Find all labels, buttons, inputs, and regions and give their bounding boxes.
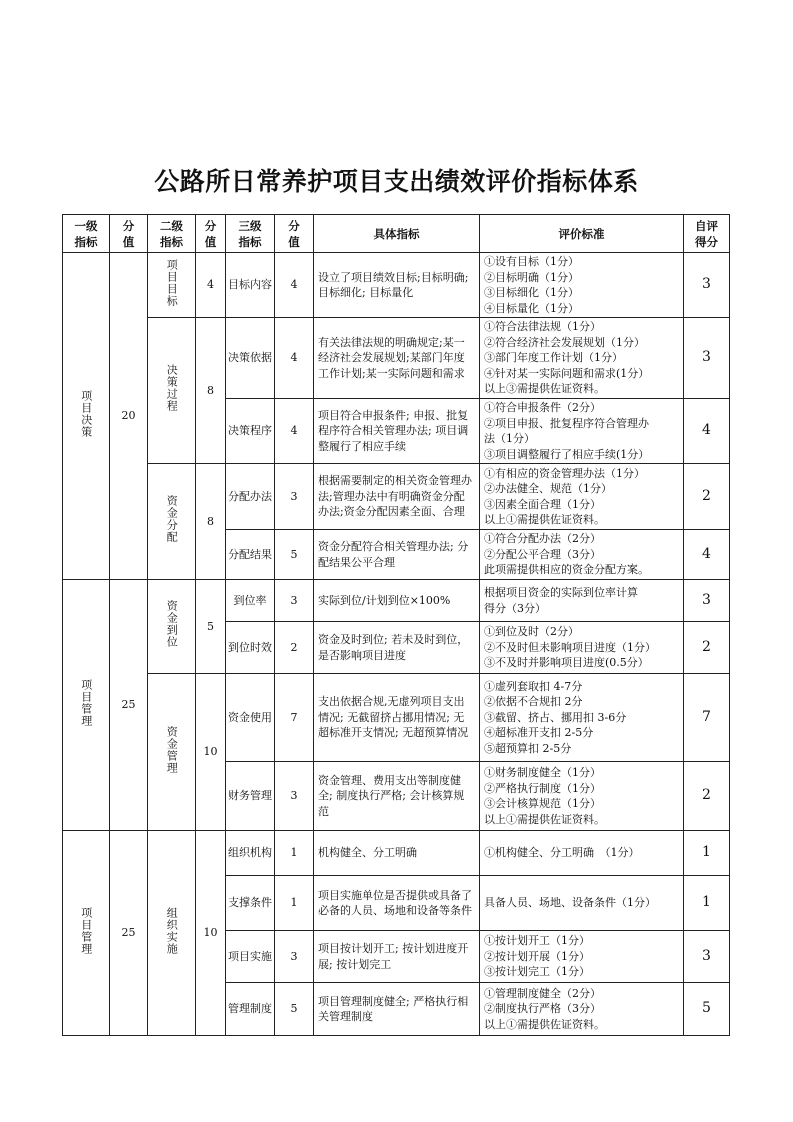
criteria-line: ①符合申报条件（2分）	[484, 401, 601, 414]
spec-cell: 设立了项目绩效目标;目标明确; 目标细化; 目标量化	[314, 253, 480, 318]
table-row	[63, 318, 730, 399]
header-row	[63, 215, 730, 253]
spec-cell: 项目符合申报条件; 申报、批复程序符合相关管理办法; 项目调整履行了相应手续	[314, 399, 480, 464]
table-row	[63, 831, 730, 876]
crit-cell	[480, 622, 684, 674]
crit-cell	[480, 580, 684, 622]
criteria-line: 此项需提供相应的资金分配方案。	[484, 563, 649, 577]
criteria-line: ③部门年度工作计划（1分）	[484, 351, 623, 365]
s2-cell: 5	[196, 580, 226, 674]
criteria-line: 以上③需提供佐证资料。	[484, 382, 605, 396]
crit-cell	[480, 318, 684, 399]
crit-cell	[480, 253, 684, 318]
criteria-line: 根据项目资金的实际到位率计算	[484, 586, 638, 599]
crit-cell	[480, 831, 684, 876]
header-crit: 评价标准	[480, 215, 684, 253]
l2-cell: 资金分配	[148, 464, 196, 580]
criteria-line: 以上①需提供佐证资料。	[484, 812, 605, 826]
criteria-line: ②分配公平合理（3分）	[484, 547, 601, 561]
spec-cell: 资金及时到位; 若未及时到位，是否影响项目进度	[314, 622, 480, 674]
criteria-line: ③因素全面合理（1分）	[484, 497, 601, 511]
table-row	[63, 253, 730, 318]
s3-cell: 7	[275, 674, 314, 762]
crit-cell	[480, 876, 684, 931]
s3-cell: 5	[275, 983, 314, 1036]
s2-cell: 10	[196, 674, 226, 831]
s3-cell: 1	[275, 876, 314, 931]
s3-cell: 5	[275, 530, 314, 580]
s1-cell: 25	[110, 831, 148, 1036]
criteria-line: ①符合法律法规（1分）	[484, 320, 601, 334]
l2-cell: 组织实施	[148, 831, 196, 1036]
crit-cell	[480, 464, 684, 530]
l3-cell: 分配办法	[226, 464, 275, 530]
s3-cell: 3	[275, 464, 314, 530]
criteria-line: 得分（3分）	[484, 601, 546, 615]
s2-cell: 8	[196, 318, 226, 464]
s3-cell: 1	[275, 831, 314, 876]
criteria-line: ①符合分配办法（2分）	[484, 532, 601, 546]
header-l1: 一级 指标	[63, 215, 110, 253]
criteria-line: ②办法健全、规范（1分）	[484, 482, 612, 495]
table-row	[63, 580, 730, 622]
spec-cell: 根据需要制定的相关资金管理办法;管理办法中有明确资金分配办法;资金分配因素全面、合理	[314, 464, 480, 530]
header-s2: 分 值	[196, 215, 226, 253]
crit-cell	[480, 931, 684, 983]
criteria-line: ③目标细化（1分）	[484, 286, 579, 299]
criteria-line: ③不及时并影响项目进度(0.5分）	[484, 656, 649, 670]
spec-cell: 资金分配符合相关管理办法; 分配结果公平合理	[314, 530, 480, 580]
l2-cell: 资金到位	[148, 580, 196, 674]
criteria-line: ①到位及时（2分）	[484, 625, 579, 639]
criteria-line: ②依据不合规扣 2分	[484, 695, 583, 709]
l1-cell: 项目管理	[63, 580, 110, 831]
page-title: 公路所日常养护项目支出绩效评价指标体系	[154, 167, 639, 196]
criteria-line: ④超标准开支扣 2-5分	[484, 726, 594, 740]
s3-cell: 3	[275, 762, 314, 831]
criteria-line: ④目标量化（1分）	[484, 301, 579, 315]
criteria-line: ③按计划完工（1分）	[484, 965, 590, 979]
self-score-cell: 2	[684, 622, 730, 674]
l2-cell: 项目目标	[148, 253, 196, 318]
l3-cell: 支撑条件	[226, 876, 275, 931]
criteria-line: ④针对某一实际问题和需求(1分）	[484, 366, 650, 380]
spec-cell: 实际到位/计划到位×100%	[314, 580, 480, 622]
table-row	[63, 674, 730, 762]
spec-cell: 机构健全、分工明确	[314, 831, 480, 876]
l3-cell: 决策依据	[226, 318, 275, 399]
self-score-cell: 4	[684, 399, 730, 464]
criteria-line: ②严格执行制度（1分）	[484, 781, 601, 795]
s2-cell: 8	[196, 464, 226, 580]
criteria-line: ②制度执行严格（3分）	[484, 1002, 601, 1016]
l2-cell: 资金管理	[148, 674, 196, 831]
spec-cell: 资金管理、费用支出等制度健全; 制度执行严格; 会计核算规范	[314, 762, 480, 831]
criteria-line: ①管理制度健全（2分）	[484, 986, 601, 1000]
spec-cell: 项目按计划开工; 按计划进度开展; 按计划完工	[314, 931, 480, 983]
criteria-line: ①有相应的资金管理办法（1分）	[484, 466, 645, 480]
l2-cell: 决策过程	[148, 318, 196, 464]
s2-cell: 4	[196, 253, 226, 318]
criteria-line: ③会计核算规范（1分）	[484, 797, 601, 810]
header-l3: 三级 指标	[226, 215, 275, 253]
criteria-line: 具备人员、场地、设备条件（1分）	[484, 896, 656, 910]
s3-cell: 4	[275, 399, 314, 464]
l3-cell: 组织机构	[226, 831, 275, 876]
criteria-line: ①财务制度健全（1分）	[484, 766, 601, 779]
header-self: 自评 得分	[684, 215, 730, 253]
self-score-cell: 3	[684, 318, 730, 399]
self-score-cell: 1	[684, 876, 730, 931]
self-score-cell: 2	[684, 762, 730, 831]
criteria-line: ③截留、挤占、挪用扣 3-6分	[484, 710, 627, 724]
l1-cell: 项目管理	[63, 831, 110, 1036]
crit-cell	[480, 674, 684, 762]
l1-cell: 项目决策	[63, 253, 110, 580]
spec-cell: 支出依据合规,无虚列项目支出情况; 无截留挤占挪用情况; 无超标准开支情况; 无超预算情况	[314, 674, 480, 762]
self-score-cell: 1	[684, 831, 730, 876]
l3-cell: 分配结果	[226, 530, 275, 580]
criteria-line: ②项目申报、批复程序符合管理办	[484, 416, 649, 430]
criteria-line: ②按计划开展（1分）	[484, 949, 590, 963]
l3-cell: 决策程序	[226, 399, 275, 464]
spec-cell: 项目管理制度健全; 严格执行相关管理制度	[314, 983, 480, 1036]
criteria-line: ①虚列套取扣 4-7分	[484, 679, 583, 693]
crit-cell	[480, 762, 684, 831]
crit-cell	[480, 399, 684, 464]
self-score-cell: 4	[684, 530, 730, 580]
l3-cell: 到位时效	[226, 622, 275, 674]
self-score-cell: 3	[684, 253, 730, 318]
header-spec: 具体指标	[314, 215, 480, 253]
criteria-line: ①机构健全、分工明确 （1分）	[484, 846, 640, 860]
self-score-cell: 3	[684, 931, 730, 983]
spec-cell: 项目实施单位是否提供或具备了必备的人员、场地和设备等条件	[314, 876, 480, 931]
s3-cell: 2	[275, 622, 314, 674]
criteria-line: ⑤超预算扣 2-5分	[484, 741, 572, 755]
self-score-cell: 7	[684, 674, 730, 762]
criteria-line: ①设有目标（1分）	[484, 255, 579, 268]
spec-cell: 有关法律法规的明确规定;某一经济社会发展规划;某部门年度工作计划;某一实际问题和需求	[314, 318, 480, 399]
criteria-line: ②目标明确（1分）	[484, 270, 579, 284]
criteria-line: 以上①需提供佐证资料。	[484, 513, 605, 526]
table-row	[63, 464, 730, 530]
header-s1: 分 值	[110, 215, 148, 253]
s1-cell: 25	[110, 580, 148, 831]
s3-cell: 4	[275, 253, 314, 318]
criteria-line: 法（1分）	[484, 432, 535, 445]
criteria-line: ③项目调整履行了相应手续(1分）	[484, 447, 650, 461]
s2-cell: 10	[196, 831, 226, 1036]
crit-cell	[480, 983, 684, 1036]
l3-cell: 财务管理	[226, 762, 275, 831]
criteria-line: ②符合经济社会发展规划（1分）	[484, 335, 645, 349]
self-score-cell: 5	[684, 983, 730, 1036]
header-l2: 二级 指标	[148, 215, 196, 253]
criteria-line: ②不及时但未影响项目进度（1分）	[484, 640, 656, 654]
s1-cell: 20	[110, 253, 148, 580]
s3-cell: 4	[275, 318, 314, 399]
l3-cell: 项目实施	[226, 931, 275, 983]
self-score-cell: 3	[684, 580, 730, 622]
indicator-table	[62, 214, 730, 1036]
criteria-line: 以上①需提供佐证资料。	[484, 1017, 605, 1031]
l3-cell: 目标内容	[226, 253, 275, 318]
self-score-cell: 2	[684, 464, 730, 530]
header-s3: 分 值	[275, 215, 314, 253]
s3-cell: 3	[275, 931, 314, 983]
l3-cell: 管理制度	[226, 983, 275, 1036]
s3-cell: 3	[275, 580, 314, 622]
l3-cell: 到位率	[226, 580, 275, 622]
crit-cell	[480, 530, 684, 580]
criteria-line: ①按计划开工（1分）	[484, 934, 590, 948]
l3-cell: 资金使用	[226, 674, 275, 762]
